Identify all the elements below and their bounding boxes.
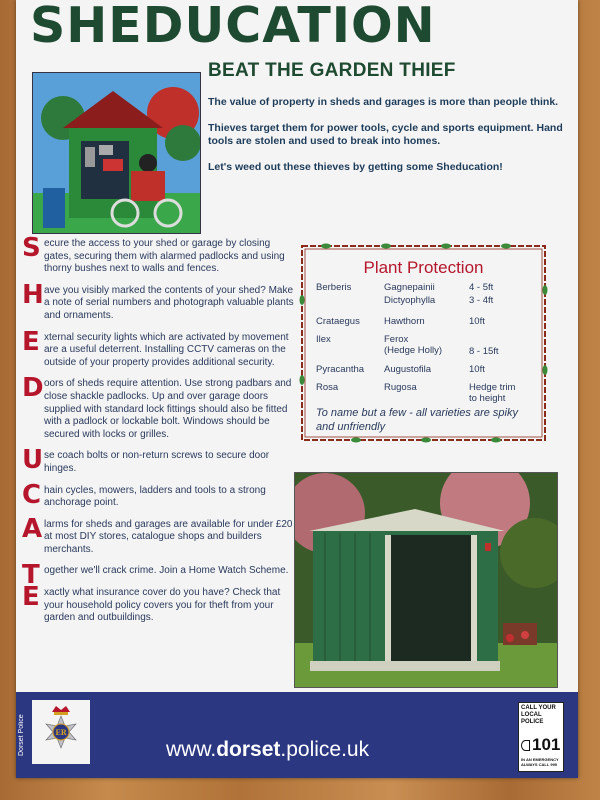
tip-letter: D: [22, 373, 44, 404]
plant-row: [316, 295, 548, 306]
dorset-police-side-text: Dorset Police: [18, 714, 25, 756]
plant-species: Augustofila: [384, 364, 432, 375]
tip-text: xactly what insurance cover do you have? Check that your household policy covers you for theft from your garden and outbuildings.: [44, 587, 281, 624]
plant-genus: Rosa: [316, 382, 339, 393]
tip-item: [22, 326, 294, 370]
plant-row: [316, 334, 548, 357]
website-domain: dorset: [216, 738, 281, 761]
tip-letter: S: [22, 233, 41, 263]
intro-paragraph: Let's weed out these thieves by getting some Sheducation!: [208, 160, 503, 173]
subtitle: BEAT THE GARDEN THIEF: [208, 60, 456, 81]
plant-genus: Berberis: [316, 282, 352, 293]
shed-photo: [294, 472, 558, 688]
tip-item: [22, 233, 294, 276]
tip-item: [22, 279, 294, 323]
poster: [16, 0, 578, 778]
plant-height: 10ft: [469, 364, 485, 375]
plant-genus: Pyracantha: [316, 364, 365, 375]
plant-genus: Crataegus: [316, 316, 360, 327]
plant-genus: [316, 295, 384, 306]
plant-species: Dictyophylla: [384, 295, 436, 306]
tip-letter: A: [22, 513, 43, 544]
footer-bar: [16, 692, 578, 778]
website-url[interactable]: [166, 738, 369, 762]
call-number-value: 101: [532, 735, 561, 754]
tip-item: [22, 513, 294, 557]
tips-list: [22, 233, 294, 634]
tip-text: larms for sheds and garages are available for under £20 at most DIY stores, catalogue shops and builders merchants.: [44, 518, 293, 555]
plant-species: Hawthorn: [384, 316, 425, 327]
plant-species: Rugosa: [384, 382, 417, 393]
intro-text: [208, 96, 563, 186]
tip-item: [22, 582, 294, 625]
plant-height: 8 - 15ft: [469, 346, 499, 357]
plant-row: [316, 316, 548, 327]
tip-text: ogether we'll crack crime. Join a Home Watch Scheme.: [44, 565, 289, 577]
intro-paragraph: Thieves target them for power tools, cycle and sports equipment. Hand tools are stolen and used to break into homes.: [208, 121, 563, 147]
tip-letter: U: [22, 445, 44, 476]
plant-row: [316, 282, 548, 293]
call-text: CALL YOUR LOCAL POLICE: [521, 705, 556, 725]
tip-text: ecure the access to your shed or garage by closing gates, securing them with alarmed padlocks and using thorny bushes next to walls and fences.: [44, 238, 285, 275]
tip-letter: C: [22, 479, 42, 510]
plant-height: 10ft: [469, 316, 485, 327]
plant-height: Hedge trim to height: [469, 382, 516, 404]
plant-note: To name but a few - all varieties are spiky and unfriendly: [316, 407, 518, 433]
tip-item: [22, 479, 294, 510]
plant-row: [316, 382, 548, 404]
plant-species: Gagnepainii: [384, 282, 435, 293]
metal-shed-image: [295, 473, 557, 687]
tip-letter: T: [22, 560, 40, 591]
tip-letter: H: [22, 279, 44, 310]
tip-text: xternal security lights which are activated by movement are a useful deterrent. Installing CCTV cameras on the outside of your property provides additional security.: [44, 331, 289, 368]
dorset-police-crest: [32, 700, 90, 764]
plant-height: 4 - 5ft: [469, 282, 494, 293]
plant-genus: Ilex: [316, 334, 331, 345]
tip-letter: E: [22, 326, 40, 357]
call-101-badge: [518, 702, 564, 772]
tip-item: [22, 445, 294, 476]
plant-height: 3 - 4ft: [469, 295, 494, 306]
website-suffix: .police.uk: [280, 738, 370, 761]
tip-text: ave you visibly marked the contents of your shed? Make a note of serial numbers and photograph valuable plants and ornaments.: [44, 284, 294, 321]
police-star-crest-icon: [32, 700, 90, 764]
hero-illustration: [32, 72, 201, 234]
tip-text: oors of sheds require attention. Use strong padbars and close shackle padlocks. Up and over garage doors supplied with standard lock fittings should also be fitted with a padlock or lockable bolt. Windows should be secured with locks or grilles.: [44, 378, 292, 440]
plant-protection-panel: [296, 240, 551, 446]
tip-text: se coach bolts or non-return screws to secure door hinges.: [44, 450, 270, 474]
emergency-text: IN AN EMERGENCY ALWAYS CALL 999: [521, 757, 559, 767]
tip-item: [22, 373, 294, 441]
tip-text: hain cycles, mowers, ladders and tools to a strong anchorage point.: [44, 484, 266, 509]
intro-paragraph: The value of property in sheds and garages is more than people think.: [208, 96, 559, 108]
call-number: [521, 735, 561, 755]
plant-protection-title: Plant Protection: [363, 258, 484, 277]
website-prefix: www.: [166, 738, 217, 761]
plant-row: [316, 364, 548, 375]
plant-table: [316, 282, 548, 411]
thief-shed-illustration: [33, 73, 200, 233]
crest-cipher: ER: [55, 728, 67, 737]
tip-letter: E: [22, 582, 40, 613]
poster-title: SHEDUCATION: [30, 0, 436, 54]
tip-item: [22, 560, 294, 591]
phone-icon: [521, 740, 530, 751]
plant-species: Ferox (Hedge Holly): [384, 334, 443, 356]
